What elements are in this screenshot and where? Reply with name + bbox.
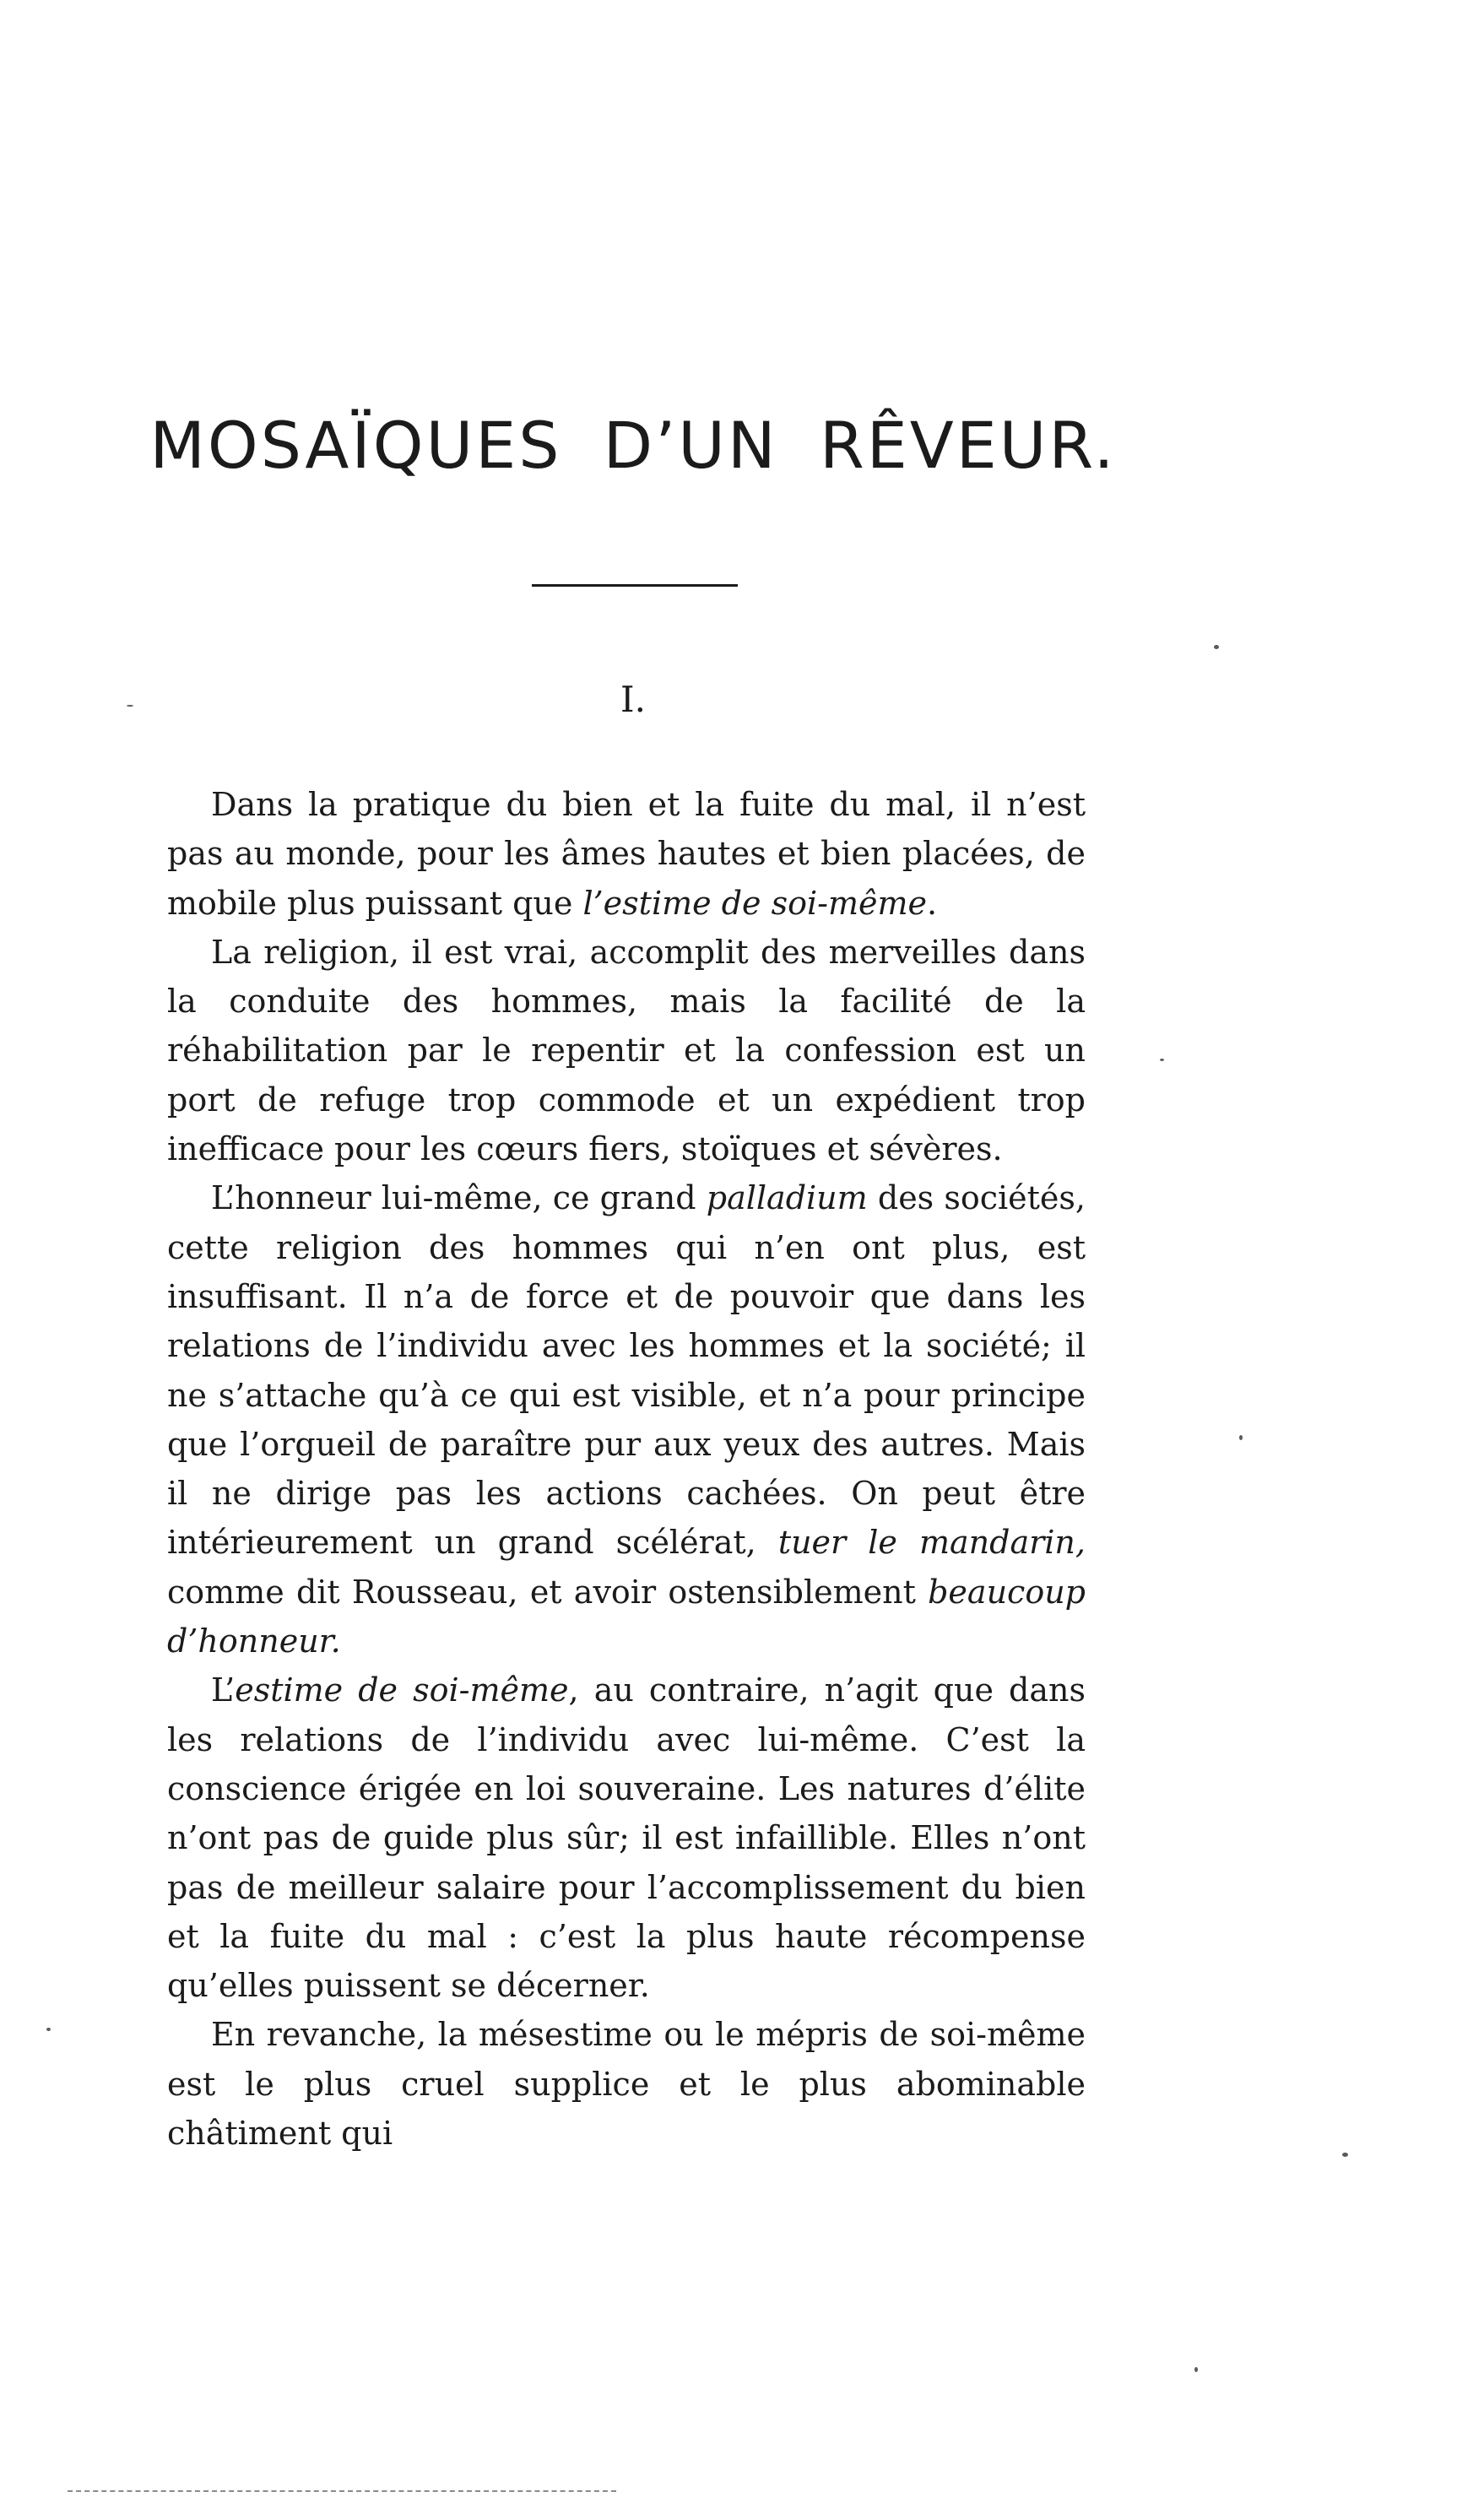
- title-divider-rule: [532, 584, 738, 587]
- text-run: comme dit Rousseau, et avoir ostensiblement: [167, 1573, 929, 1611]
- italic-run: estime de soi-même: [235, 1671, 569, 1709]
- text-run: Dans la pratique du bien et la fuite du mal, il n’est pas au monde, pour les âmes hautes et bien placées, de mobile plus puissant que: [167, 786, 1086, 922]
- italic-run: palladium: [706, 1179, 868, 1217]
- paragraph: [167, 1173, 1086, 1666]
- text-run: En revanche, la mésestime ou le mépris de soi-même est le plus cruel supplice et le plus abominable châtiment qui: [167, 2016, 1086, 2153]
- text-run: L’honneur lui-même, ce grand: [211, 1179, 707, 1217]
- chapter-title: MOSAÏQUES D’UN RÊVEUR.: [149, 408, 1117, 483]
- paragraph: [167, 928, 1086, 1173]
- text-run: des sociétés, cette religion des hommes qui n’en ont plus, est insuffisant. Il n’a de force et de pouvoir que dans les relations de l’individu avec les hommes et la société; il ne s’attache qu’à ce qui est visible, et n’a pour principe que l’orgueil de paraître pur aux yeux des autres. Mais il ne dirige pas les actions cachées. On peut être intérieurement un grand scélérat,: [167, 1179, 1086, 1562]
- section-number: I.: [620, 679, 646, 720]
- paragraph: [167, 1666, 1086, 2010]
- paragraph: [167, 2010, 1086, 2158]
- text-run: L’: [211, 1671, 236, 1709]
- italic-run: l’estime de soi-même: [582, 884, 928, 922]
- body-text: [167, 780, 1086, 2158]
- scan-bottom-edge: [68, 2490, 616, 2492]
- italic-run: tuer le mandarin,: [777, 1524, 1086, 1562]
- paragraph: [167, 780, 1086, 928]
- text-run: .: [927, 884, 938, 922]
- text-run: La religion, il est vrai, accomplit des merveilles dans la conduite des hommes, mais la facilité de la réhabilitation par le repentir et la confession est un port de refuge trop commode et un expédient trop inefficace pour les cœurs fiers, stoïques et sévères.: [167, 933, 1086, 1168]
- italic-run: beaucoup d’honneur.: [167, 1573, 1086, 1660]
- text-run: , au contraire, n’agit que dans les relations de l’individu avec lui-même. C’est la conscience érigée en loi souveraine. Les natures d’élite n’ont pas de guide plus sûr; il est infaillible. Elles n’ont pas de meilleur salaire pour l’accomplissement du bien et la fuite du mal : c’est la plus haute récompense qu’elles puissent se décerner.: [167, 1671, 1086, 2005]
